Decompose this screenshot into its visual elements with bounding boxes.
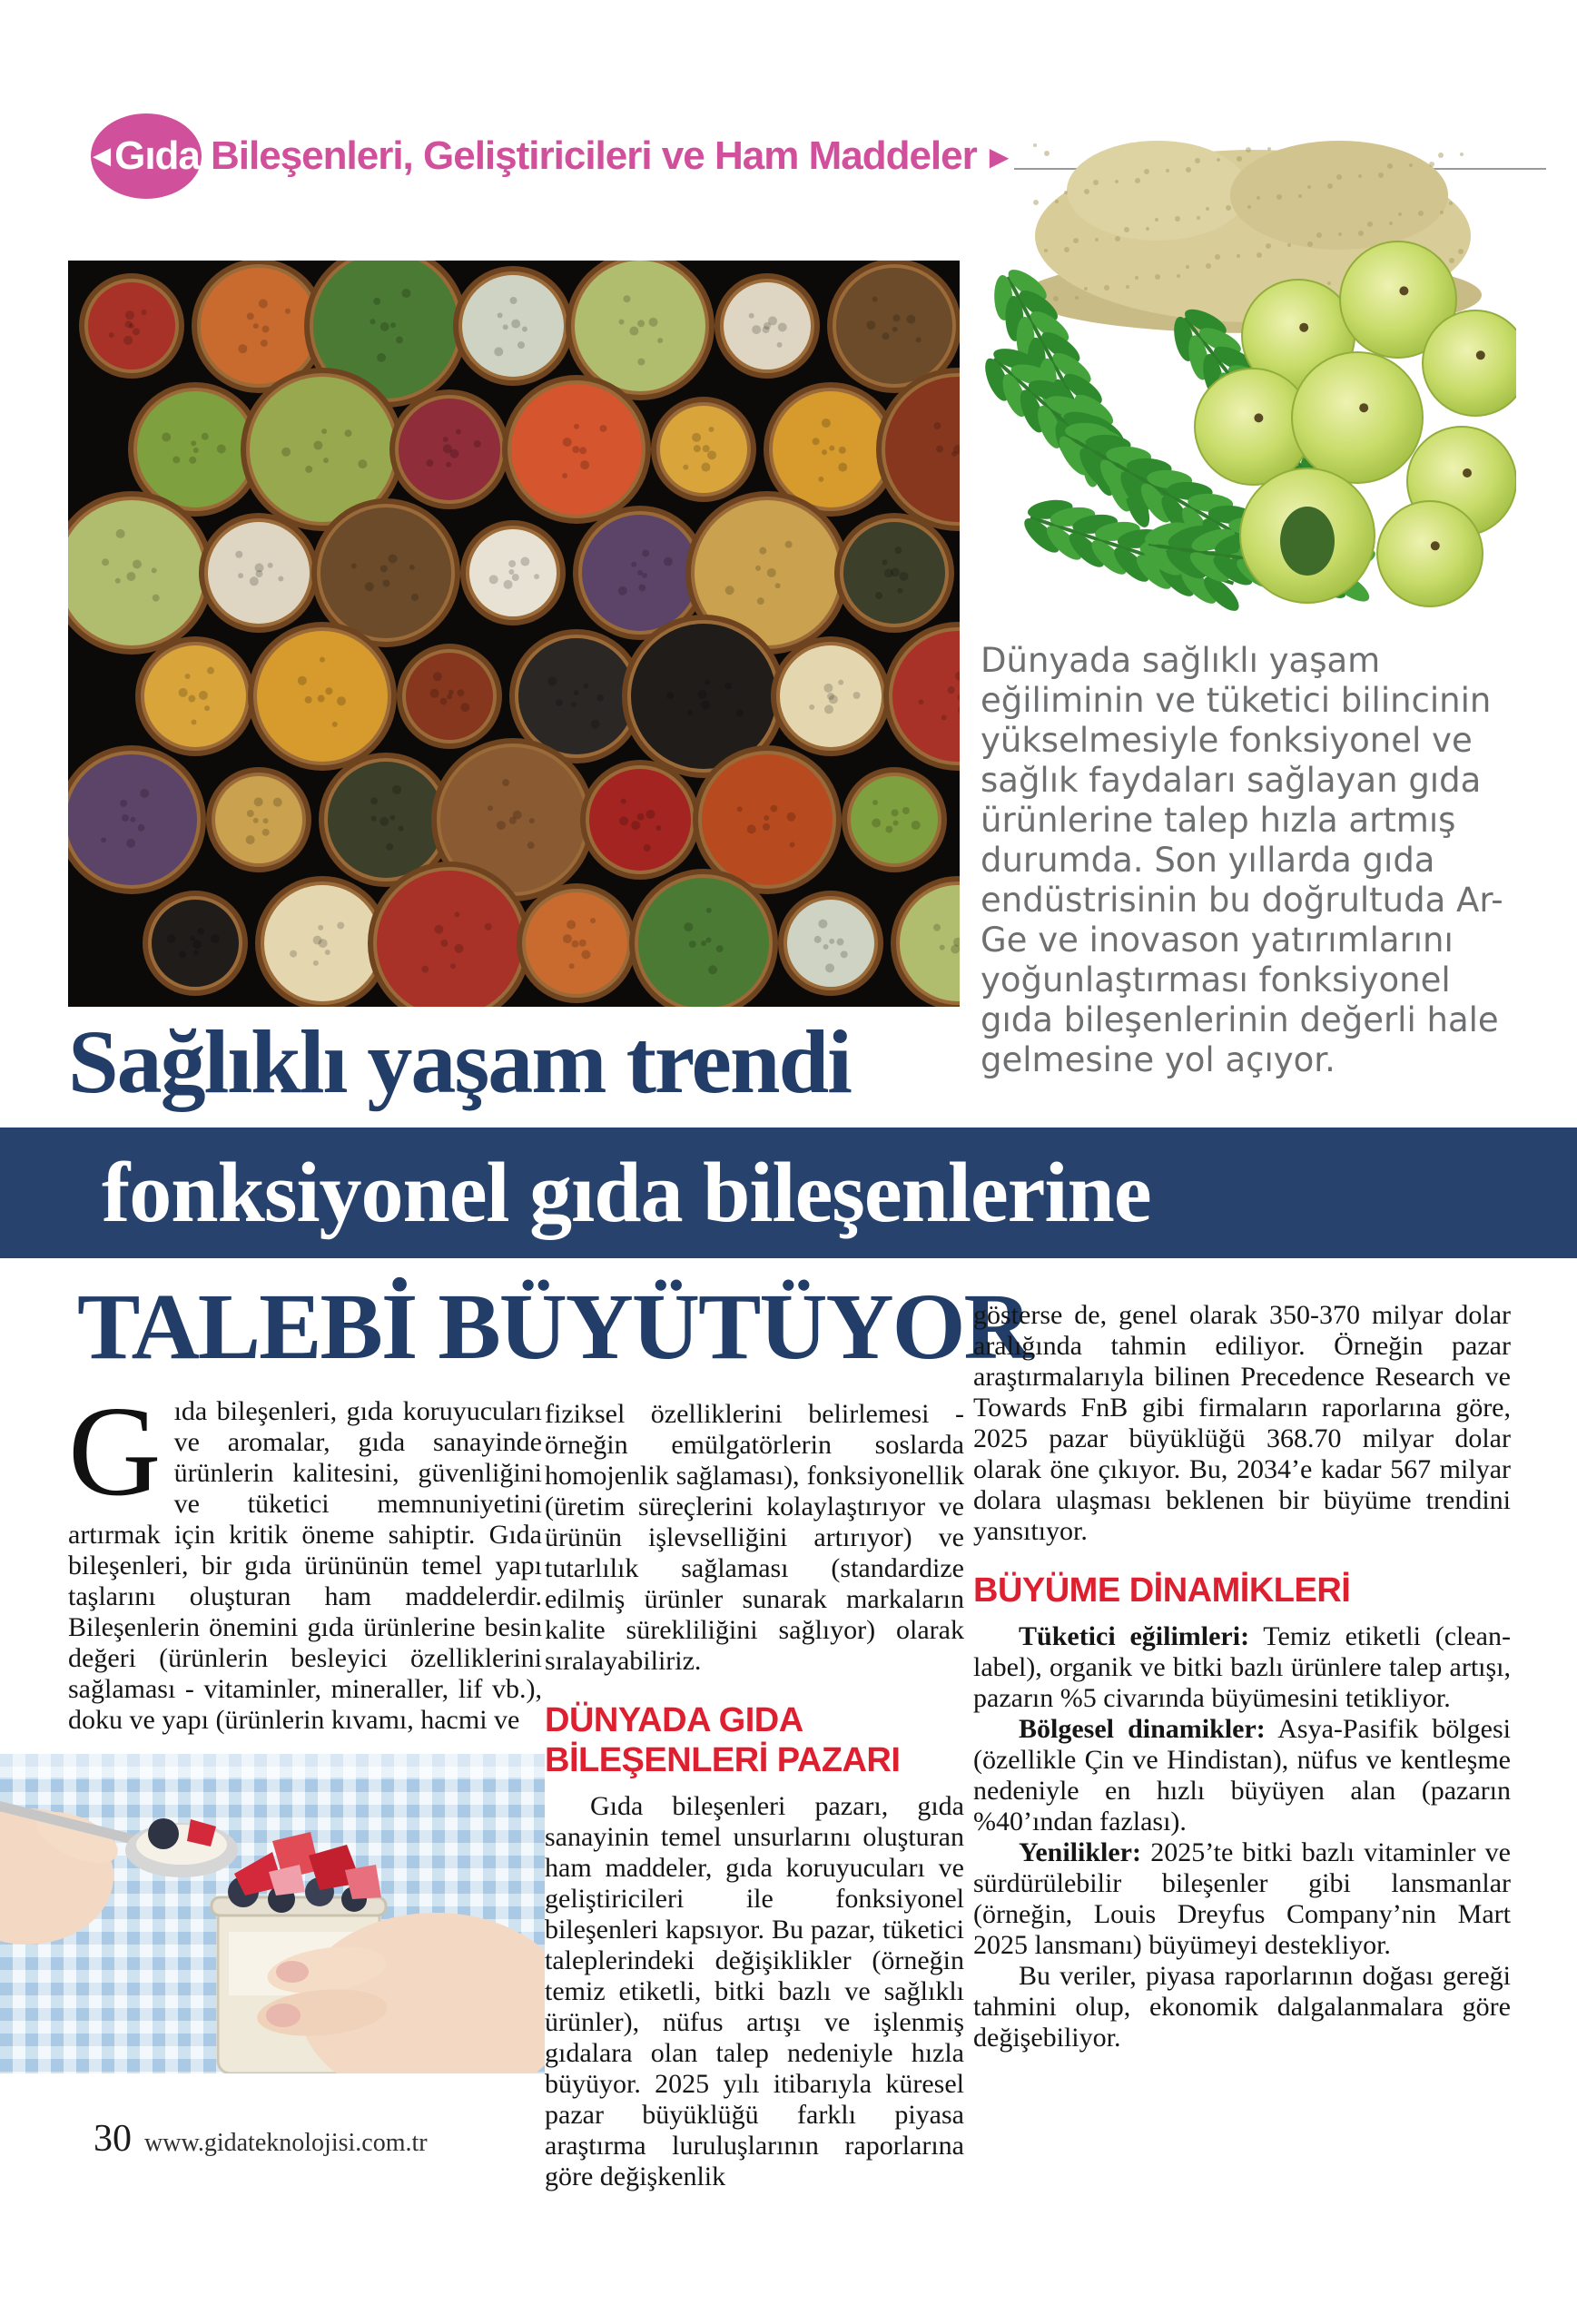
growth-item-regional-text: Asya-Pasifik bölgesi (özellikle Çin ve Hindistan), nüfus ve kentleşme nedeniyle en hızlı büyüyen alan (pazarın %40’ından fazlası). <box>973 1714 1511 1837</box>
headline-line1: Sağlıklı yaşam trendi <box>68 1011 851 1112</box>
amla-svg <box>981 127 1516 635</box>
growth-item-consumer-text: Temiz etiketli (clean-label), organik ve bitki bazlı ürünlere talep artışı, pazarın %5 civarında büyümesini tetikliyor. <box>973 1621 1511 1713</box>
spice-bowls-image <box>68 261 960 1007</box>
column2-paragraph-2: Gıda bileşenleri pazarı, gıda sanayinin temel unsurlarını oluşturan ham maddeler, gıda koruyucuları ve geliştiricileri ile fonksiyonel bileşenleri kapsıyor. Bu pazar, tüketici taleplerindeki değişiklikler (örneğin temiz etiketli, bitki bazlı ve sağlıklı ürünler), nüfus artışı ve işlenmiş gıdalara olan talep nedeniyle hızla büyüyor. 2025 yılı itibarıyla küresel pazar büyüklüğü farklı piyasa araştırma luruluşlarının raporlarına göre değişkenlik <box>545 1791 964 2191</box>
growth-item-innovation <box>973 1837 1511 1961</box>
growth-item-consumer <box>973 1621 1511 1714</box>
category-badge-label: Gıda <box>114 133 200 178</box>
right-arrow-icon: ▶ <box>989 141 1010 172</box>
growth-item-regional <box>973 1714 1511 1837</box>
column1-text: ıda bileşenleri, gıda koruyucuları ve aromalar, gıda sanayinde ürünlerin kalitesini, güvenliğini ve tüketici memnuniyetini artırmak için kritik öneme sahiptir. Gıda bileşenleri, bir gıda ürününün temel yapı taşlarını oluşturan ham maddelerdir. Bileşenlerin önemini gıda ürünlerine besin değeri (ürünlerin besleyici özelliklerini sağlaması - vitaminler, mineraller, lif vb.), doku ve yapı (ürünlerin kıvamı, hacmi ve <box>68 1396 542 1735</box>
article-column-1 <box>68 1379 542 1736</box>
page-footer <box>94 2117 428 2161</box>
headline-banner <box>0 1128 1577 1258</box>
column3-paragraph-1: gösterse de, genel olarak 350-370 milyar dolar aralığında tahmin ediliyor. Örneğin pazar araştırmalarıyla bilinen Precedence Research ve Towards FnB gibi firmaların raporlarına göre, 2025 pazar büyüklüğü 368.70 milyar dolar olarak öne çıkıyor. Bu, 2034’e kadar 567 milyar dolara ulaşması beklenen bir büyüme trendini yansıtıyor. <box>973 1300 1511 1546</box>
category-badge <box>91 113 202 199</box>
growth-item-regional-lead: Bölgesel dinamikler: <box>1019 1714 1266 1744</box>
headline-line3: TALEBİ BÜYÜTÜYOR <box>77 1275 1030 1379</box>
yogurt-svg <box>0 1754 545 2073</box>
section-title: Bileşenleri, Geliştiricileri ve Ham Maddeler <box>211 133 977 178</box>
growth-item-consumer-lead: Tüketici eğilimleri: <box>1019 1621 1250 1651</box>
spice-bowls-svg <box>68 261 960 1007</box>
article-column-3 <box>973 1300 1511 2053</box>
growth-item-innovation-lead: Yenilikler: <box>1019 1837 1141 1867</box>
amla-fruit-image <box>981 127 1516 635</box>
subheading-growth: BÜYÜME DİNAMİKLERİ <box>973 1571 1351 1610</box>
subheading-market <box>545 1700 964 1780</box>
yogurt-berries-image <box>0 1754 545 2073</box>
subheading-market-line2: BİLEŞENLERİ PAZARI <box>545 1741 901 1779</box>
article-column-2 <box>545 1399 964 2192</box>
drop-cap: G <box>68 1379 162 1522</box>
intro-paragraph: Dünyada sağlıklı yaşam eğiliminin ve tüketici bilincinin yükselmesiyle fonksiyonel ve sağlık faydaları sağlayan gıda ürünlerine talep hızla artmış durumda. Son yıllarda gıda endüstrisinin bu doğrultuda Ar-Ge ve inovason yatırımlarını yoğunlaştırması fonksiyonel gıda bileşenlerinin değerli hale gelmesine yol açıyor. <box>981 641 1503 1079</box>
subheading-market-line1: DÜNYADA GIDA <box>545 1701 803 1739</box>
headline-banner-text: fonksiyonel gıda bileşenlerine <box>102 1146 1151 1240</box>
page-number: 30 <box>94 2118 132 2160</box>
column3-closing-paragraph: Bu veriler, piyasa raporlarının doğası gereği tahmini olup, ekonomik dalgalanmalara göre değişebiliyor. <box>973 1961 1511 2053</box>
column2-paragraph-1: fiziksel özelliklerini belirlemesi - örneğin emülgatörlerin soslarda homojenlik sağlaması), fonksiyonellik (üretim süreçlerini kolaylaştırıyor ve ürünün işlevselliğini artırıyor) ve tutarlılık sağlaması (standardize edilmiş ürünler sunarak markaların kalite sürekliliğini sağlıyor) olarak sıralayabiliriz. <box>545 1399 964 1676</box>
growth-item-innovation-text: 2025’te bitki bazlı vitaminler ve sürdürülebilir bileşenler gibi lansmanlar (örneğin, Louis Dreyfus Company’nin Mart 2025 lansmanı) büyümeyi destekliyor. <box>973 1837 1511 1960</box>
website-url: www.gidateknolojisi.com.tr <box>144 2129 428 2157</box>
left-arrow-icon: ◀ <box>93 143 112 170</box>
